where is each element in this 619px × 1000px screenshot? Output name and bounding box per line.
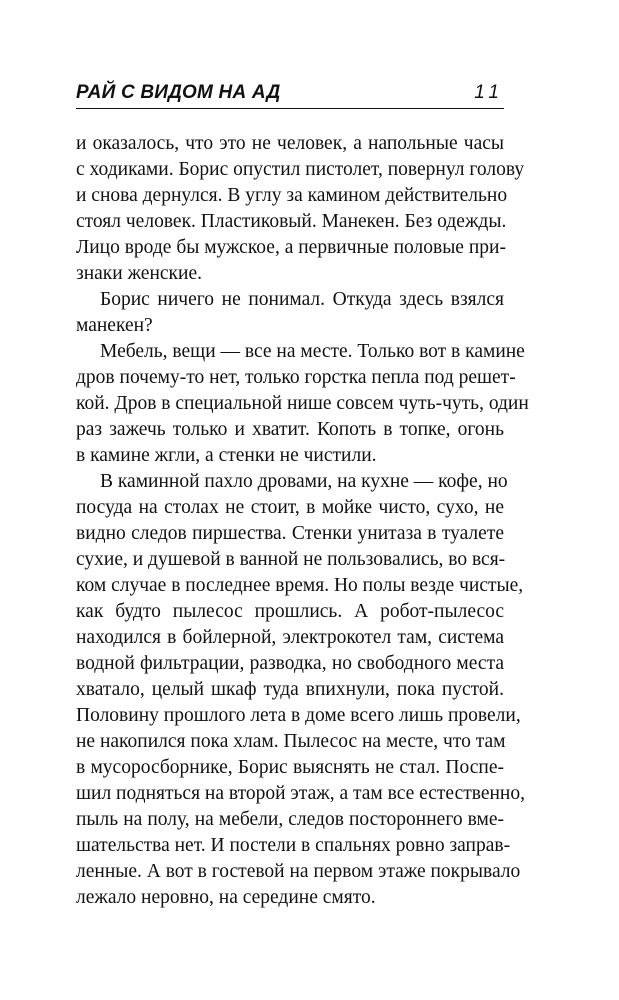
text-line: как будто пылесос прошлись. А робот-пылесос [76,601,504,622]
text-line: в мусоросборнике, Борис выяснять не стал. Поспе- [76,757,504,778]
text-line: Половину прошлого лета в доме всего лишь провели, [76,705,521,726]
text-line: не накопился пока хлам. Пылесос на месте, что там [76,731,506,752]
text-line: и снова дернулся. В углу за камином действительно [76,185,508,206]
text-line: шил подняться на второй этаж, а там все естественно, [76,783,525,804]
text-line: и оказалось, что это не человек, а напольные часы [76,133,504,154]
text-line: кой. Дров в специальной нише совсем чуть-чуть, один [76,393,529,414]
text-line: лежало неровно, на середине смято. [76,887,376,908]
text-line: видно следов пиршества. Стенки унитаза в туалете [76,523,504,544]
text-line: сухие, и душевой в ванной не пользовались, во вся- [76,549,506,570]
running-head [76,78,504,109]
text-line: пыль на полу, на мебели, следов постороннего вме- [76,809,504,830]
text-line: Лицо вроде бы мужское, а первичные половые при- [76,237,506,258]
page-number: 11 [474,82,504,103]
text-line: с ходиками. Борис опустил пистолет, повернул голову [76,159,525,180]
text-line: хватало, целый шкаф туда впихнули, пока пустой. [76,679,504,700]
text-line: шательства нет. И постели в спальнях ровно заправ- [76,835,511,856]
text-line: ком случае в последнее время. Но полы везде чистые, [76,575,524,596]
text-line: посуда на столах не стоит, в мойке чисто, сухо, не [76,497,504,518]
text-line: знаки женские. [76,263,202,284]
text-line: стоял человек. Пластиковый. Манекен. Без одежды. [76,211,507,232]
text-line: Мебель, вещи — все на месте. Только вот в камине [100,341,525,362]
text-line: дров почему-то нет, только горстка пепла под решет- [76,367,516,388]
text-line: раз зажечь только и хватит. Копоть в топке, огонь [76,419,504,440]
text-line: В каминной пахло дровами, на кухне — кофе, но [100,471,508,492]
text-line: водной фильтрации, разводка, но свободного места [76,653,504,674]
text-line: Борис ничего не понимал. Откуда здесь взялся [100,289,504,310]
text-line: манекен? [76,315,153,336]
book-title: РАЙ С ВИДОМ НА АД [76,82,281,103]
text-line: в камине жгли, а стенки не чистили. [76,445,377,466]
text-line: ленные. А вот в гостевой на первом этаже покрывало [76,861,521,882]
body-text [76,131,529,911]
text-line: находился в бойлерной, электрокотел там, система [76,627,504,648]
